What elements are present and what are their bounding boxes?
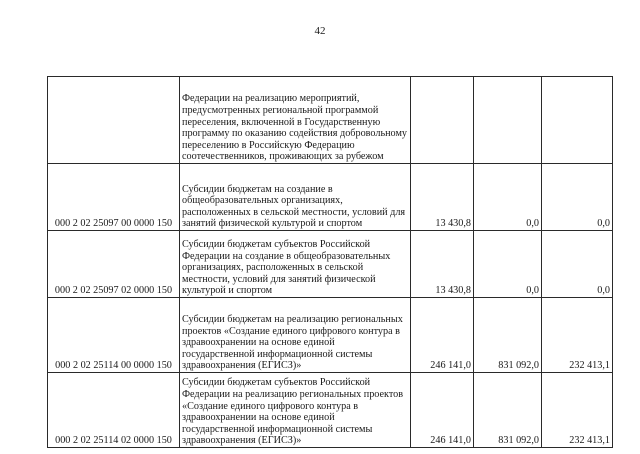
- budget-name-cell: Субсидии бюджетам субъектов Российской Федерации на создание в общеобразовательных организациях, расположенных в сельской местности, условий для занятий физической культурой и спортом: [180, 231, 411, 298]
- amount-cell-year2: 0,0: [474, 164, 542, 231]
- amount-cell-year1: [411, 77, 474, 164]
- amount-cell-year1: 246 141,0: [411, 373, 474, 448]
- budget-table: [47, 76, 613, 448]
- page-number: 42: [314, 25, 326, 37]
- budget-name-cell: Субсидии бюджетам на реализацию региональных проектов «Создание единого цифрового контура в здравоохранении на основе единой государственной информационной системы здравоохранения (ЕГИСЗ)»: [180, 298, 411, 373]
- amount-cell-year3: 232 413,1: [542, 298, 613, 373]
- amount-cell-year2: 831 092,0: [474, 298, 542, 373]
- budget-name-cell: Федерации на реализацию мероприятий, предусмотренных региональной программой переселения, включенной в Государственную программу по оказанию содействия добровольному переселению в Российскую Федерацию соотечественников, проживающих за рубежом: [180, 77, 411, 164]
- budget-name-cell: Субсидии бюджетам субъектов Российской Федерации на реализацию региональных проектов «Создание единого цифрового контура в здравоохранении на основе единой государственной информационной системы здравоохранения (ЕГИСЗ)»: [180, 373, 411, 448]
- amount-cell-year3: 0,0: [542, 164, 613, 231]
- budget-name-cell: Субсидии бюджетам на создание в общеобразовательных организациях, расположенных в сельской местности, условий для занятий физической культурой и спортом: [180, 164, 411, 231]
- amount-cell-year1: 13 430,8: [411, 164, 474, 231]
- amount-cell-year3: 232 413,1: [542, 373, 613, 448]
- budget-code-cell: 000 2 02 25114 02 0000 150: [48, 373, 180, 448]
- amount-cell-year3: 0,0: [542, 231, 613, 298]
- table-row: [48, 373, 613, 448]
- amount-cell-year3: [542, 77, 613, 164]
- budget-code-cell: 000 2 02 25097 02 0000 150: [48, 231, 180, 298]
- amount-cell-year1: 246 141,0: [411, 298, 474, 373]
- amount-cell-year1: 13 430,8: [411, 231, 474, 298]
- table-row: [48, 298, 613, 373]
- table-row: [48, 77, 613, 164]
- budget-code-cell: 000 2 02 25097 00 0000 150: [48, 164, 180, 231]
- budget-code-cell: [48, 77, 180, 164]
- amount-cell-year2: 0,0: [474, 231, 542, 298]
- amount-cell-year2: [474, 77, 542, 164]
- table-row: [48, 164, 613, 231]
- amount-cell-year2: 831 092,0: [474, 373, 542, 448]
- table-row: [48, 231, 613, 298]
- budget-code-cell: 000 2 02 25114 00 0000 150: [48, 298, 180, 373]
